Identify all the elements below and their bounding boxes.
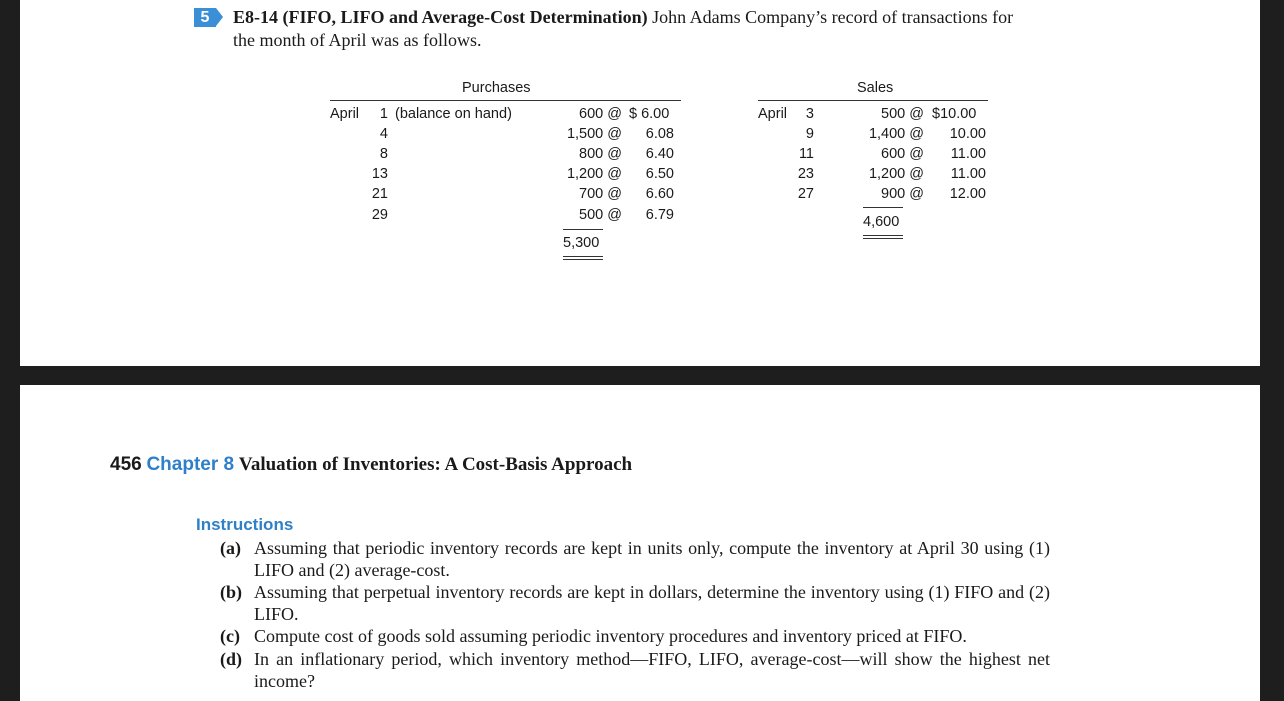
- instruction-label: (d): [220, 649, 242, 669]
- sale-qty: 1,400 @: [868, 126, 924, 142]
- purchase-day: 1: [379, 106, 388, 122]
- sale-day: 3: [805, 106, 814, 122]
- sale-price: 10.00: [949, 126, 986, 142]
- sales-header: Sales: [857, 80, 894, 96]
- purchases-month: April: [330, 106, 360, 122]
- purchases-header: Purchases: [462, 80, 531, 96]
- instruction-item: [220, 582, 1050, 625]
- chapter-title: Valuation of Inventories: A Cost-Basis Approach: [238, 454, 633, 475]
- textbook-page-lower: [20, 385, 1260, 701]
- sales-total-double-rule: [863, 238, 903, 239]
- purchase-qty: 700 @: [579, 186, 622, 202]
- purchase-price: 6.50: [645, 166, 674, 182]
- sales-total: 4,600: [863, 214, 900, 230]
- purchase-qty: 1,500 @: [566, 126, 622, 142]
- sale-price: 11.00: [950, 166, 986, 182]
- purchase-qty: 600 @: [579, 106, 622, 122]
- purchase-day: 21: [371, 186, 388, 202]
- instruction-text: Assuming that perpetual inventory records are kept in dollars, determine the inventory using (1) FIFO and (2) LIFO.: [254, 582, 1050, 624]
- chapter-label: Chapter 8: [146, 454, 235, 475]
- purchase-qty: 800 @: [579, 146, 622, 162]
- sale-qty: 600 @: [881, 146, 924, 162]
- purchases-total-rule: [563, 229, 603, 230]
- instruction-text: In an inflationary period, which inventory method—FIFO, LIFO, average-cost—will show the highest net income?: [254, 649, 1050, 691]
- sale-day: 11: [798, 146, 814, 162]
- instruction-item: [220, 626, 1050, 648]
- purchase-qty: 1,200 @: [566, 166, 622, 182]
- sales-month: April: [758, 106, 788, 122]
- page-number: 456: [110, 454, 142, 475]
- exercise-intro-line1: John Adams Company’s record of transactions for: [652, 7, 1014, 27]
- textbook-page-upper: [20, 0, 1260, 366]
- exercise-number-badge: 5: [194, 8, 216, 27]
- purchase-qty: 500 @: [579, 207, 622, 223]
- purchase-day: 13: [371, 166, 388, 182]
- exercise-code-title: E8-14 (FIFO, LIFO and Average-Cost Determination): [233, 7, 648, 27]
- purchase-day: 4: [379, 126, 388, 142]
- sale-price: $10.00: [932, 106, 977, 122]
- instruction-text: Assuming that periodic inventory records are kept in units only, compute the inventory at April 30 using (1) LIFO and (2) average-cost.: [254, 538, 1050, 580]
- sale-qty: 1,200 @: [868, 166, 924, 182]
- sale-qty: 500 @: [881, 106, 924, 122]
- sale-day: 27: [797, 186, 814, 202]
- purchase-day: 29: [371, 207, 388, 223]
- page-footer-title: [110, 454, 632, 476]
- sale-day: 9: [805, 126, 814, 142]
- sales-header-rule: [758, 100, 988, 101]
- purchases-total-double-rule: [563, 259, 603, 260]
- instruction-item: [220, 538, 1050, 581]
- sales-total-rule: [863, 207, 903, 208]
- instruction-label: (a): [220, 538, 241, 558]
- sale-price: 11.00: [950, 146, 986, 162]
- purchases-header-rule: [330, 100, 681, 101]
- instructions-heading: Instructions: [196, 515, 294, 534]
- instruction-label: (b): [220, 582, 242, 602]
- exercise-header-line: [233, 7, 1013, 28]
- sale-day: 23: [797, 166, 814, 182]
- purchases-total-double-rule: [563, 256, 603, 257]
- purchase-price: 6.40: [645, 146, 674, 162]
- sale-qty: 900 @: [881, 186, 924, 202]
- instruction-label: (c): [220, 626, 240, 646]
- instruction-item: [220, 649, 1050, 692]
- sales-total-double-rule: [863, 235, 903, 236]
- purchase-note: (balance on hand): [395, 106, 512, 122]
- purchase-price: 6.79: [645, 207, 674, 223]
- exercise-intro-line2: the month of April was as follows.: [233, 30, 482, 50]
- instruction-text: Compute cost of goods sold assuming periodic inventory procedures and inventory priced at FIFO.: [254, 626, 967, 646]
- purchase-price: 6.60: [645, 186, 674, 202]
- purchase-price: 6.08: [645, 126, 674, 142]
- sale-price: 12.00: [949, 186, 986, 202]
- purchase-price: $ 6.00: [629, 106, 670, 122]
- purchases-total: 5,300: [563, 235, 600, 251]
- purchase-day: 8: [379, 146, 388, 162]
